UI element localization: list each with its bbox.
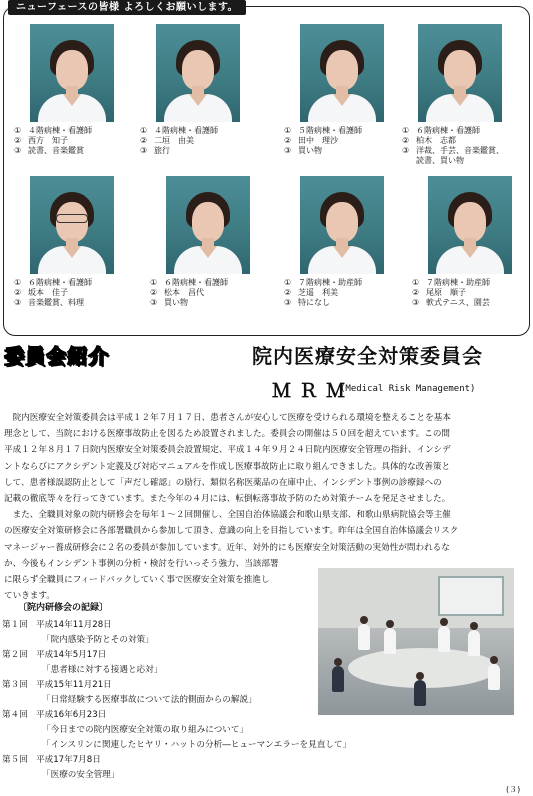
training-session: 第３回 平成15年11月21日 bbox=[2, 680, 112, 690]
session-title: 「患者様に対する接遇と応対」 bbox=[42, 665, 163, 675]
member-name: 松本 昌代 bbox=[164, 288, 204, 297]
session-title: 「今日までの院内医療安全対策の取り組みについて」 bbox=[42, 725, 249, 735]
session-title: 「医療の安全管理」 bbox=[42, 770, 120, 780]
session-date: 平成17年7月8日 bbox=[36, 755, 101, 765]
member-photo bbox=[30, 24, 114, 122]
member-hobby: 特になし bbox=[298, 298, 330, 307]
member-name: 坂本 佳子 bbox=[28, 288, 68, 297]
session-title: 「インスリンに関連したヒヤリ・ハットの分析―ヒューマンエラーを見直して」 bbox=[42, 740, 352, 750]
member-caption: ① ７階病棟・助産師 ② 芝遥 利美 ③ 特になし bbox=[284, 278, 362, 307]
member-dept: ６階病棟・看護師 bbox=[164, 278, 228, 287]
body-line: ていきます。 bbox=[4, 591, 55, 602]
member-caption: ① ４階病棟・看護師 ② 西方 知子 ③ 読書、音楽鑑賞 bbox=[14, 126, 92, 155]
member-hobby: 買い物 bbox=[298, 146, 322, 155]
member-hobby: 軟式テニス、園芸 bbox=[426, 298, 490, 307]
member-photo bbox=[166, 176, 250, 274]
body-line: か、今後もインシデント事例の分析・検討を行いっそう強力、当該部署 bbox=[4, 558, 279, 569]
member-hobby: 旅行 bbox=[154, 146, 170, 155]
training-session: 第５回 平成17年7月8日 bbox=[2, 755, 101, 765]
body-line: の医療安全対策研修会に各部署職員から参加して頂き、意識の向上を目指しています。昨年は全国自治体協議会リスク bbox=[4, 526, 459, 537]
member-dept: ７階病棟・助産師 bbox=[298, 278, 362, 287]
training-record-list bbox=[2, 618, 402, 783]
session-date: 平成15年11月21日 bbox=[36, 680, 112, 690]
mrm-subtitle: (Medical Risk Management) bbox=[340, 384, 476, 394]
member-dept: ４階病棟・看護師 bbox=[28, 126, 92, 135]
body-line: ントならびにアクシデント定義及び対応マニュアルを作成し医療事故防止に取り組んできました。具体的な改善策と bbox=[4, 461, 451, 472]
member-name: 西方 知子 bbox=[28, 136, 68, 145]
body-line: マネージャー養成研修会に２名の委員が参加しています。近年、対外的にも医療安全対策活動の実効性が問われるな bbox=[4, 542, 450, 553]
member-hobby: 洋裁、手芸、音楽鑑賞、 bbox=[416, 146, 504, 155]
session-title: 「日常経験する医療事故について法的側面からの解説」 bbox=[42, 695, 257, 705]
session-date: 平成14年11月28日 bbox=[36, 620, 112, 630]
member-photo bbox=[428, 176, 512, 274]
body-line: 理念として、当院における医療事故防止を図るため設置されました。委員会の開催は５０回を超えています。この間 bbox=[4, 429, 451, 440]
training-session: 第４回 平成16年6月23日 bbox=[2, 710, 107, 720]
member-dept: ７階病棟・助産師 bbox=[426, 278, 490, 287]
new-face-heading: ニューフェースの皆様 よろしくお願いします。 bbox=[8, 0, 246, 15]
member-photo bbox=[418, 24, 502, 122]
member-photo bbox=[300, 176, 384, 274]
member-photo bbox=[30, 176, 114, 274]
member-caption: ① ６階病棟・看護師 ② 松本 昌代 ③ 買い物 bbox=[150, 278, 228, 307]
member-photo bbox=[156, 24, 240, 122]
body-line: また、全職員対象の院内研修会を毎年１～２回開催し、全国自治体協議会和歌山県支部、和歌山県病院協会等主催 bbox=[4, 510, 451, 521]
member-dept: ５階病棟・看護師 bbox=[298, 126, 362, 135]
member-caption: ① ７階病棟・助産師 ② 尾原 順子 ③ 軟式テニス、園芸 bbox=[412, 278, 490, 307]
training-record-heading: 〔院内研修会の記録〕 bbox=[18, 603, 109, 613]
member-caption: ① ４階病棟・看護師 ② 二垣 由美 ③ 旅行 bbox=[140, 126, 218, 155]
member-hobby: 買い物 bbox=[164, 298, 188, 307]
member-hobby: 読書、音楽鑑賞 bbox=[28, 146, 84, 155]
member-hobby: 音楽鑑賞、料理 bbox=[28, 298, 84, 307]
body-line: 平成１２年８月１７日院内医療安全対策委員会設置規定、平成１４年９月２４日院内医療安全管理の指針、インシデ bbox=[4, 445, 451, 456]
glasses-icon bbox=[56, 214, 88, 223]
member-dept: ６階病棟・看護師 bbox=[416, 126, 480, 135]
member-dept: ６階病棟・看護師 bbox=[28, 278, 92, 287]
body-line: 記載の徹底等々を行ってきています。また今年の４月には、転倒転落事故予防のため対策チームを発足させました。 bbox=[4, 494, 451, 505]
body-line: に限らず全職員にフィードバックしていく事で医療安全対策を推進し bbox=[4, 575, 270, 586]
member-caption: ① ６階病棟・看護師 ② 坂本 佳子 ③ 音楽鑑賞、料理 bbox=[14, 278, 92, 307]
member-dept: ４階病棟・看護師 bbox=[154, 126, 218, 135]
mrm-heading: ＭＲＭ bbox=[272, 380, 354, 402]
session-date: 平成16年6月23日 bbox=[36, 710, 107, 720]
member-hobby-continued: 読書、買い物 bbox=[416, 156, 464, 165]
member-caption: ① ６階病棟・看護師 ② 柏木 志都 ③ 洋裁、手芸、音楽鑑賞、 読書、買い物 bbox=[402, 126, 504, 165]
body-line: 院内医療安全対策委員会は平成１２年７月１７日、患者さんが安心して医療を受けられる環境を整えることを基本 bbox=[4, 413, 451, 423]
member-caption: ① ５階病棟・看護師 ② 田中 理沙 ③ 買い物 bbox=[284, 126, 362, 155]
body-line: して、患者様誤認防止として「声だし確認」の励行、類似名称医薬品の在庫中止、インシデント事例の診療録への bbox=[4, 477, 442, 488]
page-number: (３) bbox=[506, 785, 521, 794]
member-photo bbox=[300, 24, 384, 122]
member-name: 芝遥 利美 bbox=[298, 288, 338, 297]
member-name: 尾原 順子 bbox=[426, 288, 466, 297]
member-name: 田中 理沙 bbox=[298, 136, 338, 145]
member-name: 柏木 志都 bbox=[416, 136, 456, 145]
member-name: 二垣 由美 bbox=[154, 136, 194, 145]
training-session: 第２回 平成14年5月17日 bbox=[2, 650, 107, 660]
session-title: 「院内感染予防とその対策」 bbox=[42, 635, 154, 645]
session-date: 平成14年5月17日 bbox=[36, 650, 107, 660]
committee-intro-heading: 委員会紹介 bbox=[4, 344, 109, 368]
training-session: 第１回 平成14年11月28日 bbox=[2, 620, 112, 630]
committee-name-heading: 院内医療安全対策委員会 bbox=[252, 344, 483, 368]
